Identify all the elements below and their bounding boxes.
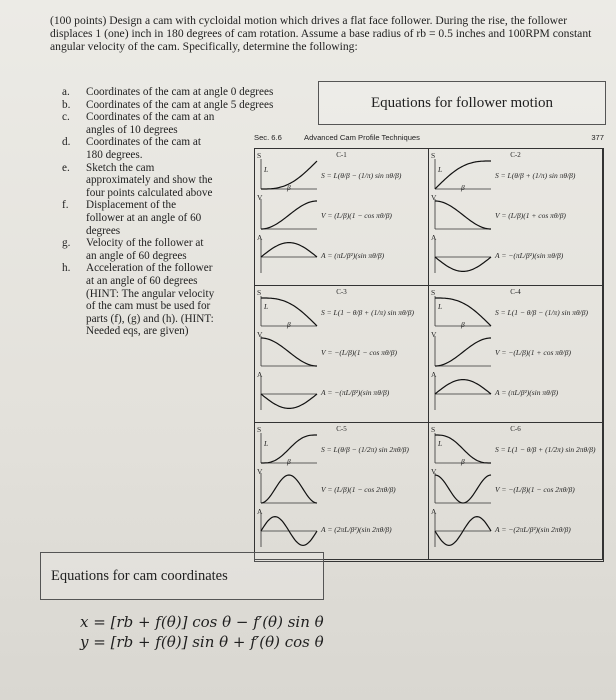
equation-a: A = (πL/β²)(sin πθ/β) (321, 251, 385, 260)
axis-beta-label: β (287, 183, 291, 192)
axis-l-label: L (438, 439, 443, 448)
list-item (62, 237, 282, 262)
axis-v-label: V (257, 467, 263, 476)
equation-v: V = −(L/β)(1 + cos πθ/β) (495, 348, 571, 357)
list-item (62, 99, 282, 112)
equation-a: A = −(πL/β²)(sin πθ/β) (321, 388, 390, 397)
profile-code: C-1 (336, 151, 347, 159)
axis-a-label: A (257, 233, 263, 242)
axis-s-label: S (431, 151, 436, 160)
motion-curve (435, 475, 491, 503)
axis-a-label: A (431, 507, 437, 516)
axis-s-label: S (257, 425, 262, 434)
motion-curve (261, 243, 317, 257)
axis-v-label: V (431, 193, 437, 202)
equation-a: A = −(πL/β²)(sin πθ/β) (495, 251, 564, 260)
list-item (62, 111, 282, 136)
item-label: e. (62, 161, 70, 174)
motion-curve (261, 394, 317, 408)
list-item (62, 86, 282, 99)
profile-cell (255, 423, 429, 560)
book-page-number: 377 (591, 133, 604, 142)
profile-code: C-6 (510, 425, 521, 433)
equation-s: S = L(1 − θ/β − (1/π) sin πθ/β) (495, 308, 588, 317)
follower-equations-title: Equations for follower motion (370, 94, 554, 111)
motion-curve (435, 201, 491, 229)
profile-code: C-4 (510, 288, 521, 296)
axis-beta-label: β (461, 320, 465, 329)
item-label: h. (62, 262, 71, 275)
book-section: Sec. 6.6 (254, 133, 282, 142)
equation-v: V = (L/β)(1 − cos 2πθ/β) (321, 485, 396, 494)
formula-y: y = [rb + f(θ)] sin θ + f′(θ) cos θ (80, 633, 324, 651)
item-label: f. (62, 199, 69, 212)
item-label: g. (62, 237, 71, 250)
equation-v: V = −(L/β)(1 − cos πθ/β) (321, 348, 397, 357)
cam-equations-box (40, 552, 324, 600)
axis-beta-label: β (461, 457, 465, 466)
profile-cell (429, 286, 603, 423)
follower-equations-box (318, 81, 606, 125)
axis-l-label: L (264, 302, 269, 311)
item-text: Acceleration of the follower at an angle of 60 degrees (HINT: The angular velocity of the cam must be used for parts (f), (g) and (h). (HINT: Needed eqs, are given) (86, 262, 215, 338)
list-item (62, 136, 282, 161)
motion-curve (435, 338, 491, 366)
axis-a-label: A (431, 370, 437, 379)
list-item (62, 162, 282, 200)
axis-s-label: S (257, 151, 262, 160)
equation-s: S = L(θ/β − (1/2π) sin 2πθ/β) (321, 445, 409, 454)
item-label: a. (62, 86, 70, 98)
profile-code: C-3 (336, 288, 347, 296)
equation-s: S = L(1 − θ/β + (1/π) sin πθ/β) (321, 308, 414, 317)
cam-equations-title: Equations for cam coordinates (51, 567, 228, 584)
list-item (62, 199, 282, 237)
axis-beta-label: β (287, 457, 291, 466)
motion-curve (435, 380, 491, 394)
axis-l-label: L (264, 439, 269, 448)
cam-profile-table (254, 148, 604, 562)
profile-code: C-2 (510, 151, 521, 159)
equation-v: V = (L/β)(1 + cos πθ/β) (495, 211, 566, 220)
profile-cell (429, 423, 603, 560)
motion-curve (261, 338, 317, 366)
item-text: Coordinates of the cam at an angles of 10 degrees (86, 111, 215, 136)
profile-cell (429, 149, 603, 286)
motion-curve (261, 475, 317, 503)
item-text: Displacement of the follower at an angle of 60 degrees (86, 199, 202, 237)
axis-v-label: V (431, 467, 437, 476)
item-label: c. (62, 111, 70, 124)
axis-a-label: A (257, 507, 263, 516)
profile-code: C-5 (336, 425, 347, 433)
axis-s-label: S (431, 288, 436, 297)
axis-a-label: A (431, 233, 437, 242)
equation-s: S = L(1 − θ/β + (1/2π) sin 2πθ/β) (495, 445, 596, 454)
axis-v-label: V (431, 330, 437, 339)
item-label: d. (62, 136, 71, 149)
item-text: Sketch the cam approximately and show the four points calculated above (86, 161, 213, 199)
list-item (62, 262, 282, 338)
axis-beta-label: β (461, 183, 465, 192)
axis-s-label: S (257, 288, 262, 297)
equation-a: A = (2πL/β²)(sin 2πθ/β) (321, 525, 392, 534)
equation-a: A = −(2πL/β²)(sin 2πθ/β) (495, 525, 571, 534)
profile-cell (255, 286, 429, 423)
formula-x: x = [rb + f(θ)] cos θ − f′(θ) sin θ (80, 613, 324, 631)
book-title: Advanced Cam Profile Techniques (304, 133, 420, 142)
axis-a-label: A (257, 370, 263, 379)
equation-s: S = L(θ/β − (1/π) sin πθ/β) (321, 171, 402, 180)
equation-s: S = L(θ/β + (1/π) sin πθ/β) (495, 171, 576, 180)
item-label: b. (62, 98, 71, 111)
cam-coordinate-formulas (80, 612, 324, 652)
axis-beta-label: β (287, 320, 291, 329)
problem-statement: (100 points) Design a cam with cycloidal motion which drives a flat face follower. During the rise, the follower displaces 1 (one) inch in 180 degrees of cam rotation. Assume a base radius of rb = 0.5 inches and 100RPM constant angular velocity of the cam. Specifically, determine the following: (50, 14, 592, 54)
axis-v-label: V (257, 193, 263, 202)
task-list (62, 86, 282, 338)
profile-cell (255, 149, 429, 286)
item-text: Coordinates of the cam at angle 0 degrees (86, 86, 274, 98)
axis-l-label: L (438, 165, 443, 174)
axis-v-label: V (257, 330, 263, 339)
item-text: Coordinates of the cam at angle 5 degrees (86, 98, 274, 111)
item-text: Coordinates of the cam at 180 degrees. (86, 136, 201, 161)
item-text: Velocity of the follower at an angle of 60 degrees (86, 237, 204, 262)
motion-curve (261, 201, 317, 229)
equation-a: A = (πL/β²)(sin πθ/β) (495, 388, 559, 397)
motion-curve (435, 257, 491, 271)
axis-l-label: L (264, 165, 269, 174)
equation-v: V = −(L/β)(1 − cos 2πθ/β) (495, 485, 575, 494)
axis-s-label: S (431, 425, 436, 434)
equation-v: V = (L/β)(1 − cos πθ/β) (321, 211, 392, 220)
axis-l-label: L (438, 302, 443, 311)
